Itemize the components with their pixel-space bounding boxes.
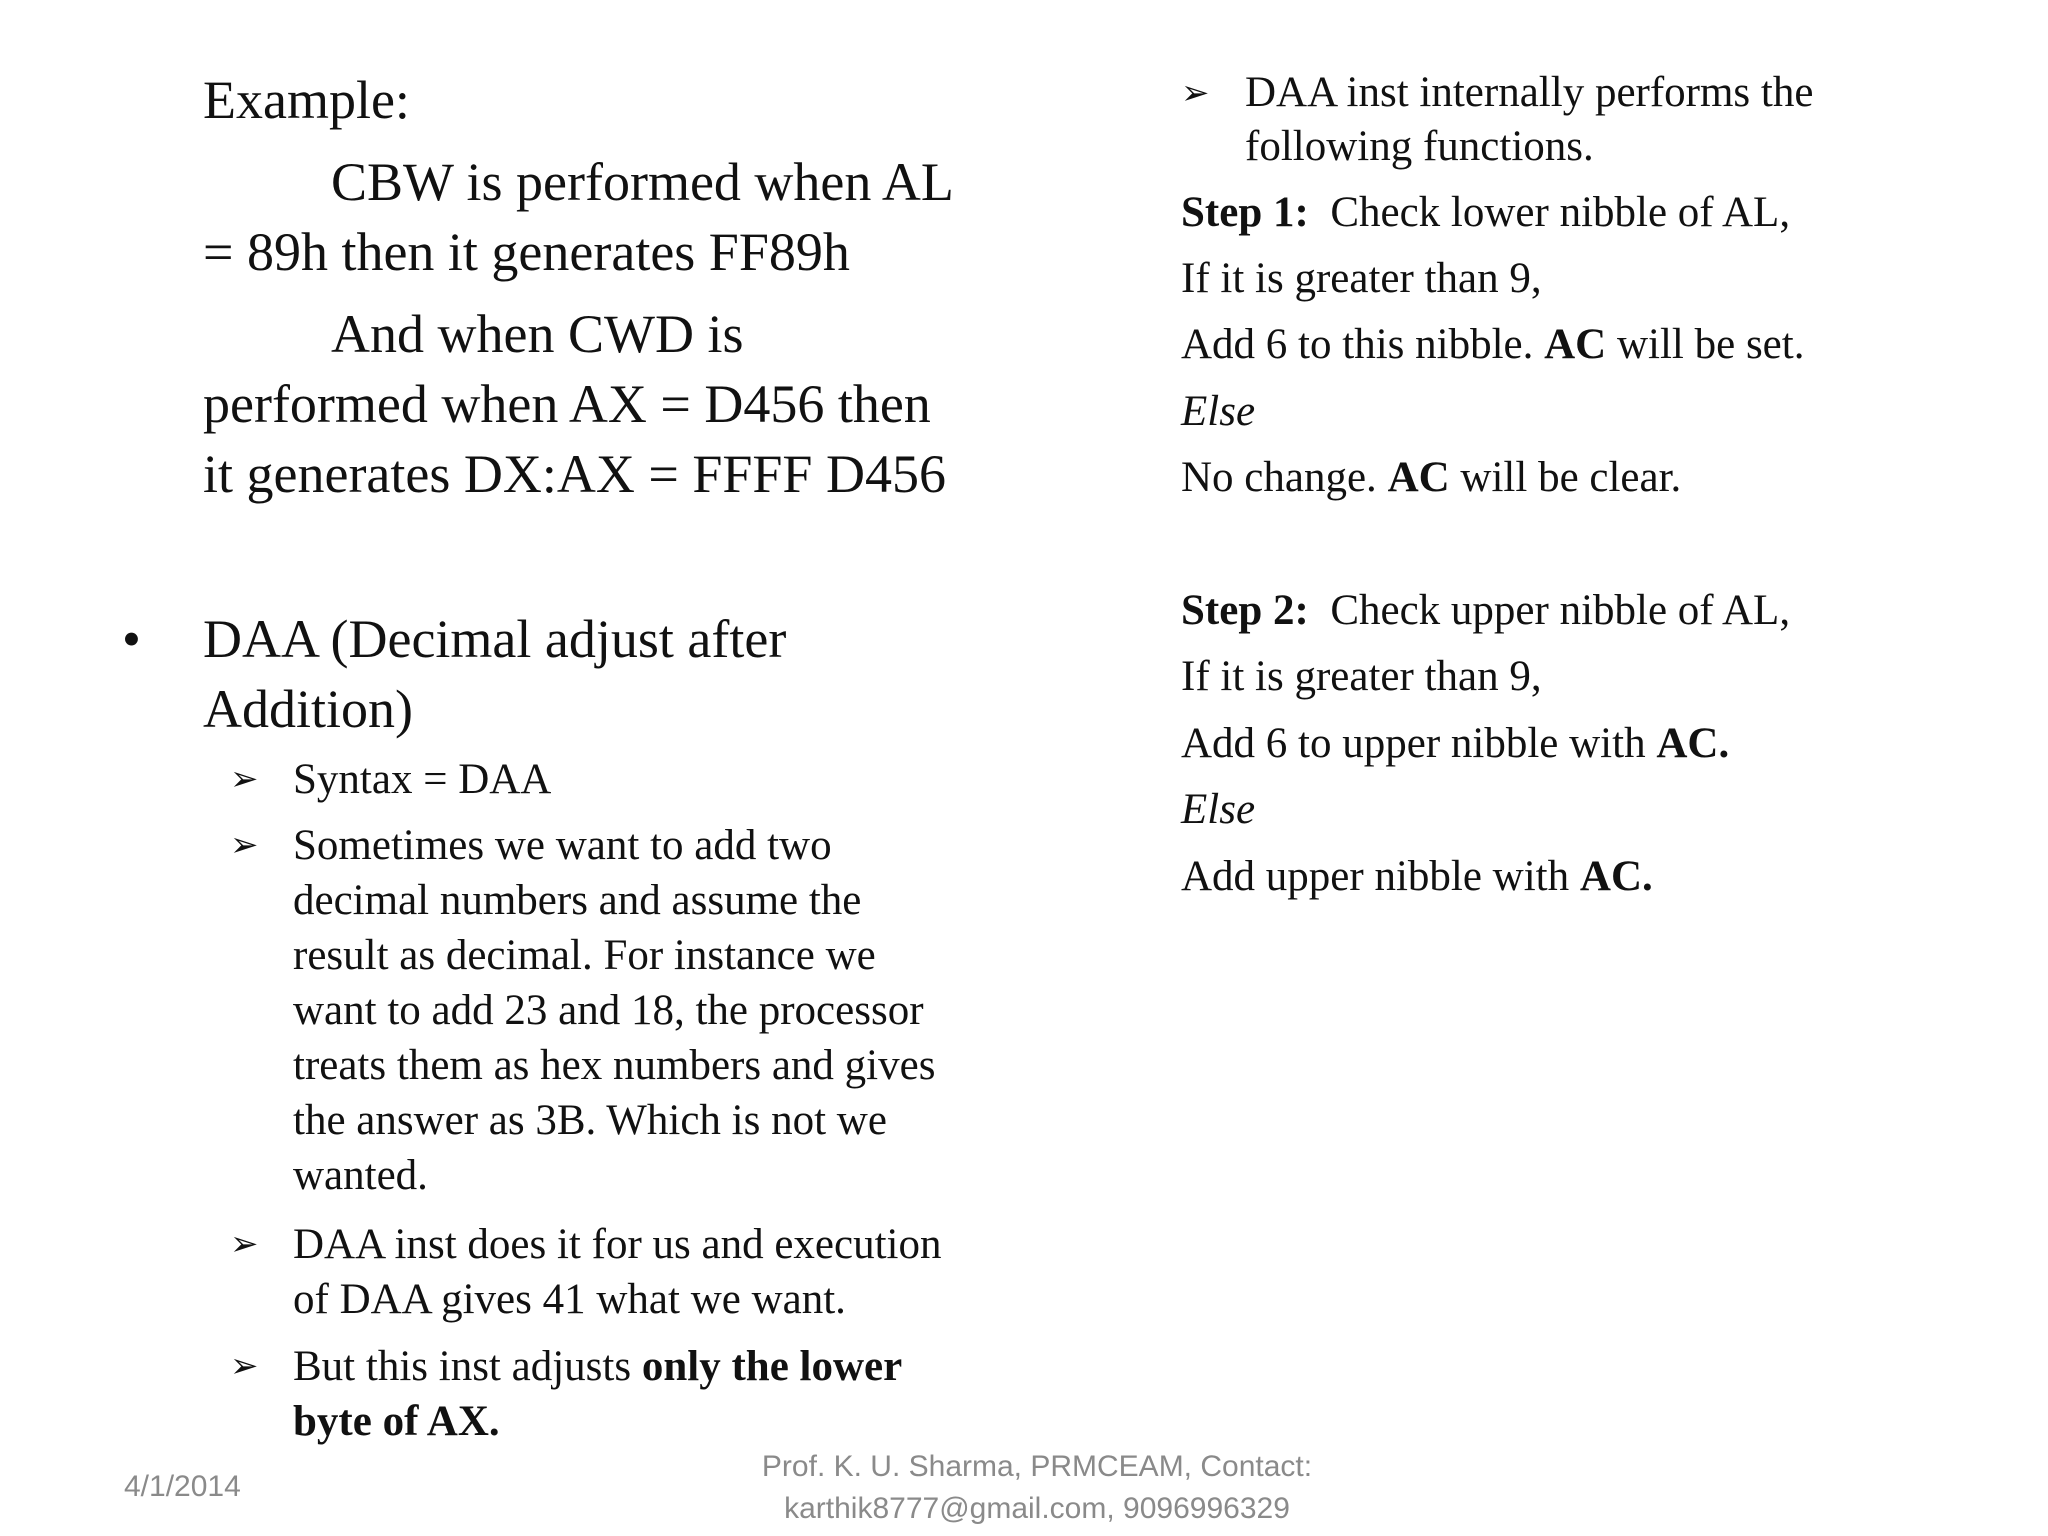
step1-text: Check lower nibble of AL, bbox=[1308, 189, 1791, 236]
para2-arrow-icon: ➢ bbox=[230, 1224, 259, 1264]
para3-bold-text-2: byte of AX. bbox=[293, 1398, 500, 1445]
cbw-line-2: = 89h then it generates FF89h bbox=[203, 222, 850, 282]
footer-credit-line-1: Prof. K. U. Sharma, PRMCEAM, Contact: bbox=[761, 1450, 1313, 1483]
para1-line: want to add 23 and 18, the processor bbox=[293, 987, 924, 1034]
para1-line: Sometimes we want to add two bbox=[293, 822, 832, 869]
step2-text: Check upper nibble of AL, bbox=[1308, 587, 1791, 634]
footer-credit-line-2: karthik8777@gmail.com, 9096996329 bbox=[784, 1492, 1290, 1525]
para2-line: of DAA gives 41 what we want. bbox=[293, 1276, 846, 1323]
step2-heading bbox=[1181, 578, 1790, 644]
step1-heading bbox=[1181, 180, 1790, 246]
cwd-line-3: it generates DX:AX = FFFF D456 bbox=[203, 444, 946, 504]
syntax-text: Syntax = DAA bbox=[293, 756, 552, 803]
step2-else-action bbox=[1181, 844, 1653, 910]
para1-line: treats them as hex numbers and gives bbox=[293, 1042, 936, 1089]
step1-action bbox=[1181, 312, 1804, 378]
para3-bold-text: only the lower bbox=[641, 1343, 903, 1390]
para3-normal-text: But this inst adjusts bbox=[293, 1343, 642, 1390]
step1-label: Step 1: bbox=[1181, 189, 1309, 236]
step1-action-bold: AC bbox=[1544, 321, 1607, 368]
para1-line: result as decimal. For instance we bbox=[293, 932, 876, 979]
para2-line: DAA inst does it for us and execution bbox=[293, 1221, 942, 1268]
bullet-dot: • bbox=[122, 609, 141, 669]
syntax-arrow-icon: ➢ bbox=[230, 759, 259, 799]
para1-line: the answer as 3B. Which is not we bbox=[293, 1097, 887, 1144]
step2-condition: If it is greater than 9, bbox=[1181, 653, 1542, 700]
footer-date: 4/1/2014 bbox=[124, 1470, 241, 1503]
step2-else-bold: AC. bbox=[1579, 853, 1653, 900]
daa-title-line-2: Addition) bbox=[203, 679, 413, 739]
para3-line-1 bbox=[293, 1339, 902, 1394]
cwd-line-2: performed when AX = D456 then bbox=[203, 374, 931, 434]
intro-arrow-icon: ➢ bbox=[1181, 73, 1210, 113]
cwd-line-1: And when CWD is bbox=[331, 304, 744, 364]
para1-line: wanted. bbox=[293, 1152, 428, 1199]
daa-title-line-1: DAA (Decimal adjust after bbox=[203, 609, 787, 669]
para3-line-2 bbox=[293, 1394, 500, 1449]
example-heading: Example: bbox=[203, 70, 410, 130]
para1-arrow-icon: ➢ bbox=[230, 825, 259, 865]
step2-action-bold: AC. bbox=[1656, 720, 1730, 767]
step1-action-tail: will be set. bbox=[1606, 321, 1805, 368]
step1-else-tail: will be clear. bbox=[1449, 454, 1682, 501]
para1-line: decimal numbers and assume the bbox=[293, 877, 862, 924]
step1-else-text: No change. bbox=[1181, 454, 1388, 501]
intro-line-2: following functions. bbox=[1245, 123, 1594, 170]
step2-label: Step 2: bbox=[1181, 587, 1309, 634]
step1-else: Else bbox=[1181, 388, 1256, 435]
step2-action-text: Add 6 to upper nibble with bbox=[1181, 720, 1657, 767]
step1-else-bold: AC bbox=[1387, 454, 1450, 501]
step2-action bbox=[1181, 711, 1729, 777]
para3-arrow-icon: ➢ bbox=[230, 1346, 259, 1386]
step1-action-text: Add 6 to this nibble. bbox=[1181, 321, 1545, 368]
step1-condition: If it is greater than 9, bbox=[1181, 255, 1542, 302]
intro-line-1: DAA inst internally performs the bbox=[1245, 69, 1814, 116]
step2-else: Else bbox=[1181, 786, 1256, 833]
step2-else-text: Add upper nibble with bbox=[1181, 853, 1580, 900]
cbw-line-1: CBW is performed when AL bbox=[331, 152, 954, 212]
step1-else-action bbox=[1181, 445, 1681, 511]
